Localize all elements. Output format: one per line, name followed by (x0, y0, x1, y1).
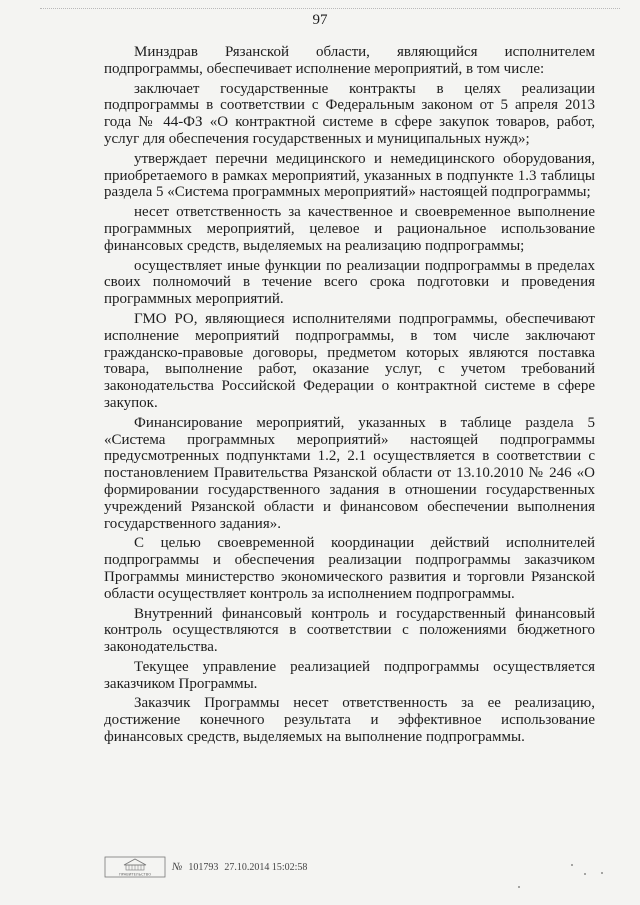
government-seal-icon (104, 856, 166, 878)
svg-text:ПРАВИТЕЛЬСТВО: ПРАВИТЕЛЬСТВО (118, 872, 152, 877)
paragraph-financing: Финансирование мероприятий, указанных в таблице раздела 5 «Система программных мероприятий» настоящей подпрограммы предусмотренных подпунктами 1.2, 2.1 осуществляется в соответствии с постановлением Правительства Рязанской области от 13.10.2010 № 246 «О формировании государственного задания в отношении государственных учреждений Рязанской области и финансовом обеспечении выполнения государственного задания». (104, 414, 595, 532)
scan-speck (601, 872, 603, 874)
doc-number: 101793 (188, 861, 219, 873)
paragraph-current-management: Текущее управление реализацией подпрограммы осуществляется заказчиком Программы. (104, 658, 595, 692)
document-footer (104, 856, 307, 878)
page-number: 97 (312, 12, 328, 28)
paragraph-other-functions: осуществляет иные функции по реализации подпрограммы в пределах своих полномочий в течение всего срока подготовки и проведения программных мероприятий. (104, 257, 595, 308)
paragraph-executor-minzdrav: Минздрав Рязанской области, являющийся исполнителем подпрограммы, обеспечивает исполнение мероприятий, в том числе: (104, 44, 595, 77)
paragraph-customer-responsibility: Заказчик Программы несет ответственность за ее реализацию, достижение конечного результата и эффективное использование финансовых средств, выделяемых на выполнение подпрограммы. (104, 695, 595, 746)
paragraph-contracts: заключает государственные контракты в целях реализации подпрограммы в соответствии с Федеральным законом от 5 апреля 2013 года № 44-ФЗ «О контрактной системе в сфере закупок товаров, работ, услуг для обеспечения государственных и муниципальных нужд»; (104, 80, 595, 147)
document-body (104, 44, 595, 749)
paragraph-equipment-lists: утверждает перечни медицинского и немедицинского оборудования, приобретаемого в рамках мероприятий, указанных в подпункте 1.3 таблицы раздела 5 «Система программных мероприятий» настоящей подпрограммы; (104, 150, 595, 201)
paragraph-gmo-ro: ГМО РО, являющиеся исполнителями подпрограммы, обеспечивают исполнение мероприятий подпрограммы, в том числе заключают гражданско-правовые договоры, предметом которых являются поставка товара, выполнение работ, оказание услуг, с учетом требований законодательства Российской Федерации о контрактной системе в сфере закупок. (104, 310, 595, 411)
doc-datetime: 27.10.2014 15:02:58 (224, 861, 308, 873)
paragraph-responsibility: несет ответственность за качественное и своевременное выполнение программных мероприятий, целевое и рациональное использование финансовых средств, выделяемых на реализацию подпрограммы; (104, 204, 595, 254)
paragraph-financial-control: Внутренний финансовый контроль и государственный финансовый контроль осуществляются в соответствии с положениями бюджетного законодательства. (104, 605, 595, 656)
paragraph-coordination: С целью своевременной координации действий исполнителей подпрограммы и обеспечения реализации подпрограммы заказчиком Программы министерство экономического развития и торговли Рязанской области осуществляет контроль за исполнением подпрограммы. (104, 535, 595, 602)
scan-speck (571, 864, 573, 866)
scan-speck (584, 873, 586, 875)
doc-number-mark: № (172, 861, 183, 873)
scan-speck (518, 886, 520, 888)
